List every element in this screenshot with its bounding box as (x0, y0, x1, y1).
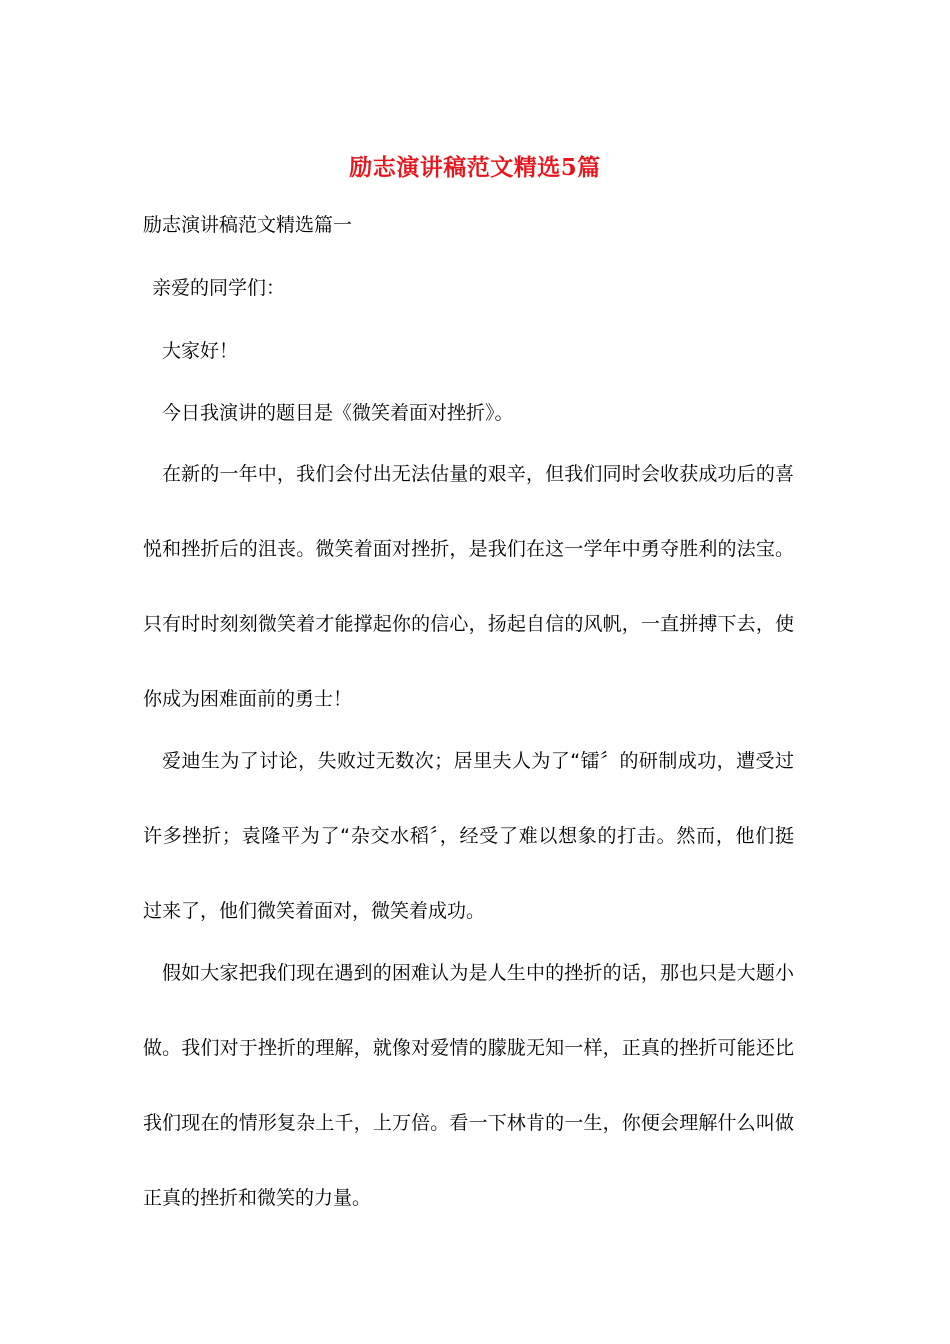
paragraph-line: 许多挫折；袁隆平为了“杂交水稻〞，经受了难以想象的打击。然而，他们挺 (143, 825, 794, 847)
paragraph-line: 悦和挫折后的沮丧。微笑着面对挫折，是我们在这一学年中勇夺胜利的法宝。 (143, 538, 794, 560)
paragraph-line: 亲爱的同学们： (152, 277, 286, 299)
paragraph-line: 大家好！ (162, 340, 239, 362)
section-heading: 励志演讲稿范文精选篇一 (143, 214, 353, 236)
paragraph-line: 我们现在的情形复杂上千，上万倍。看一下林肯的一生，你便会理解什么叫做 (143, 1112, 794, 1134)
paragraph-line: 假如大家把我们现在遇到的困难认为是人生中的挫折的话，那也只是大题小 (162, 962, 794, 984)
paragraph-line: 过来了，他们微笑着面对，微笑着成功。 (143, 900, 486, 922)
paragraph-line: 只有时时刻刻微笑着才能撑起你的信心，扬起自信的风帆，一直拼搏下去，使 (143, 613, 794, 635)
paragraph-line: 今日我演讲的题目是《微笑着面对挫折》。 (162, 402, 514, 424)
document-title: 励志演讲稿范文精选5篇 (349, 154, 601, 181)
paragraph-line: 正真的挫折和微笑的力量。 (143, 1187, 372, 1209)
paragraph-line: 在新的一年中，我们会付出无法估量的艰辛，但我们同时会收获成功后的喜 (162, 463, 794, 485)
paragraph-line: 你成为困难面前的勇士！ (143, 688, 353, 710)
paragraph-line: 做。我们对于挫折的理解，就像对爱情的朦胧无知一样，正真的挫折可能还比 (143, 1037, 794, 1059)
paragraph-line: 爱迪生为了讨论，失败过无数次；居里夫人为了“镭〞的研制成功，遭受过 (162, 750, 794, 772)
